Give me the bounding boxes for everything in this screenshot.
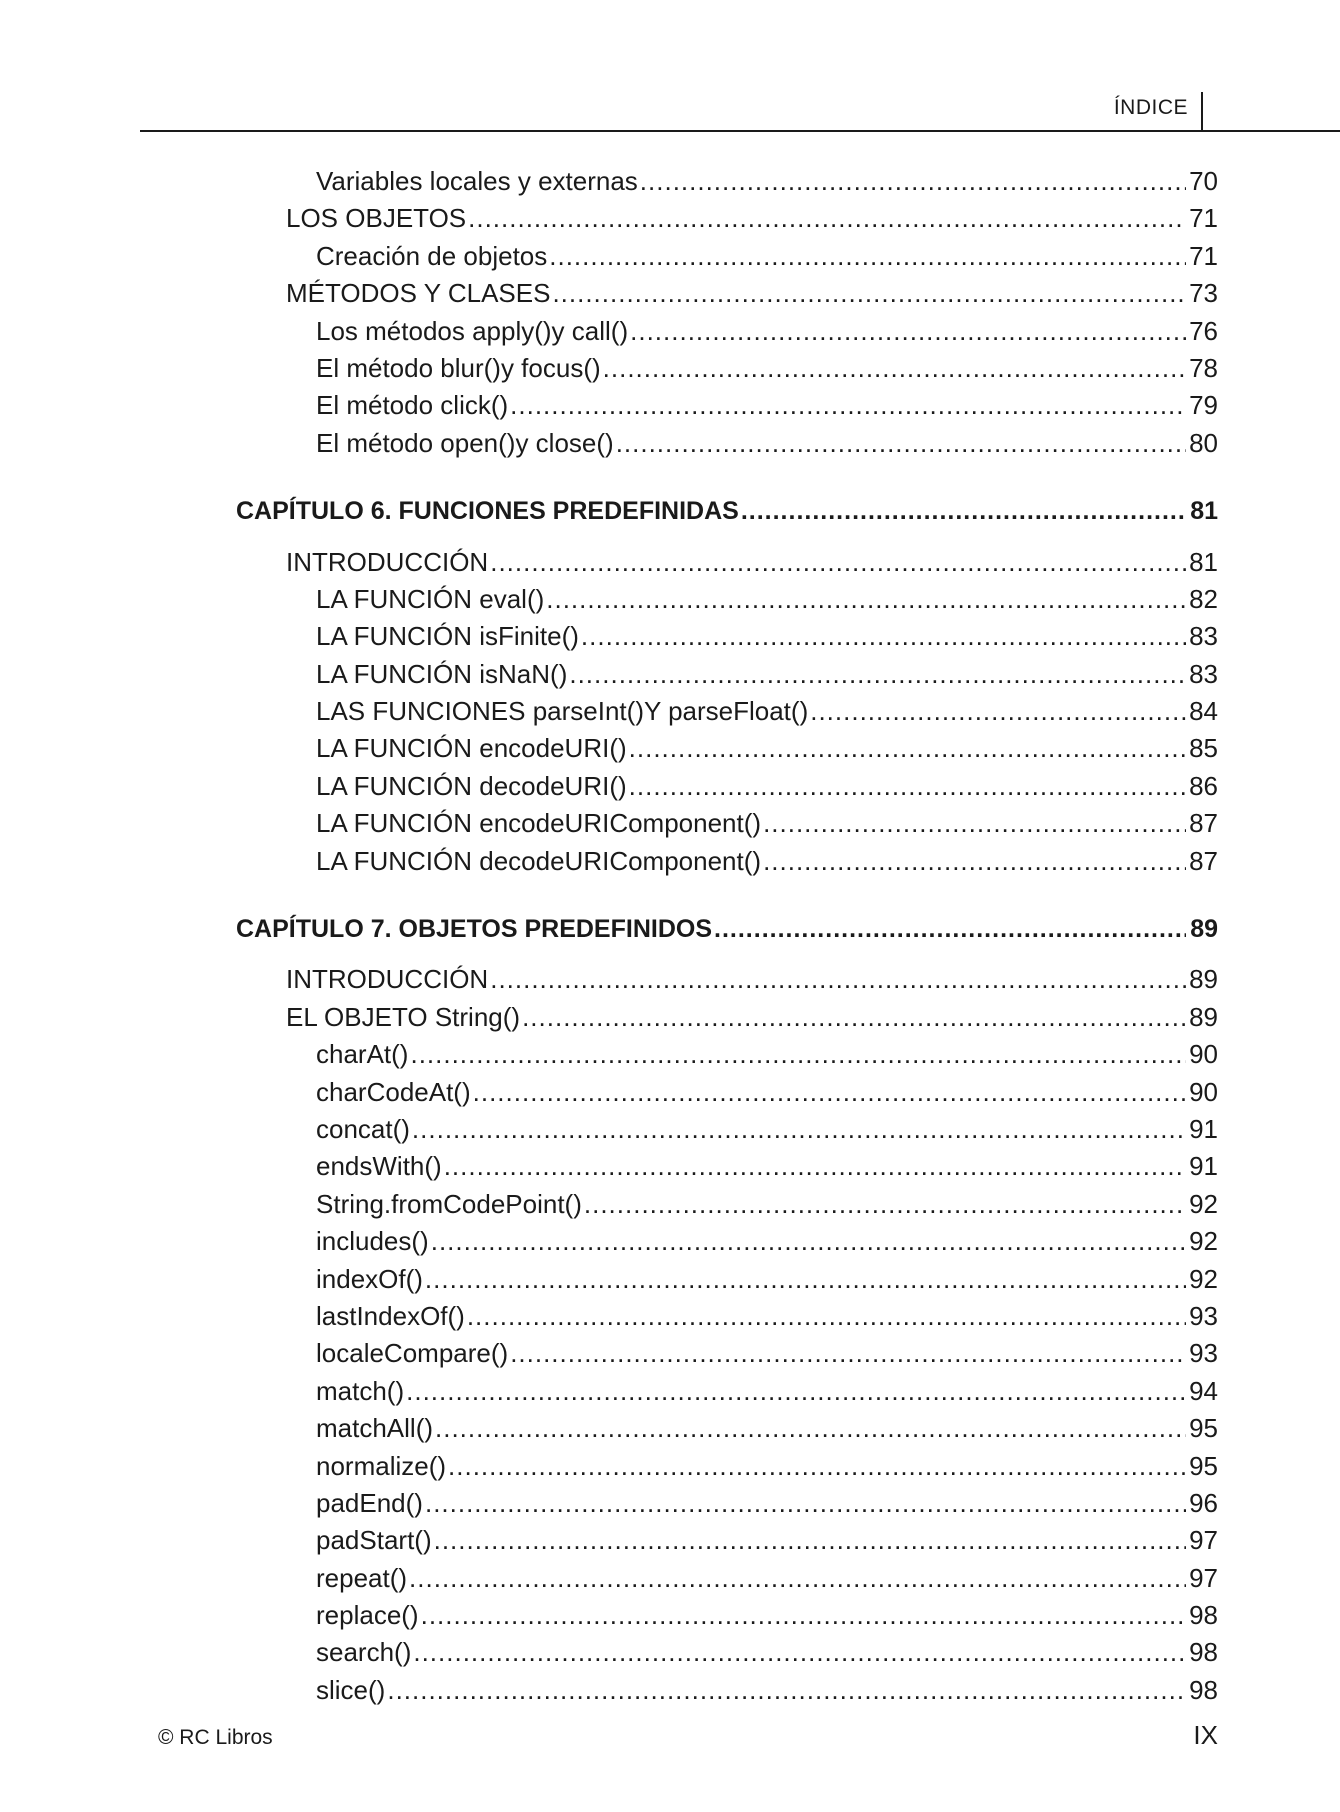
- toc-dot-leader: [425, 1261, 1186, 1298]
- toc-entry[interactable]: [0, 768, 1218, 805]
- toc-entry-title: search(): [316, 1637, 412, 1668]
- toc-dot-leader: [741, 493, 1186, 530]
- toc-entry[interactable]: [0, 1186, 1218, 1223]
- toc-entry-title: match(): [316, 1375, 405, 1406]
- toc-entry[interactable]: [0, 730, 1218, 767]
- toc-entry-page: 89: [1189, 1001, 1218, 1032]
- toc-dot-leader: [434, 1522, 1186, 1559]
- toc-entry-title: padStart(): [316, 1525, 432, 1556]
- toc-dot-leader: [412, 1111, 1186, 1148]
- toc-entry-title: includes(): [316, 1226, 429, 1257]
- toc-entry-title: LA FUNCIÓN decodeURIComponent(): [316, 845, 762, 876]
- toc-dot-leader: [763, 805, 1186, 842]
- table-of-contents: [0, 163, 1340, 1709]
- toc-entry-title: localeCompare(): [316, 1338, 509, 1369]
- toc-entry[interactable]: [0, 387, 1218, 424]
- toc-entry-title: CAPÍTULO 6. FUNCIONES PREDEFINIDAS: [236, 497, 739, 526]
- toc-entry-title: Creación de objetos: [316, 240, 548, 271]
- toc-entry-title: El método open()y close(): [316, 427, 614, 458]
- toc-entry-title: LAS FUNCIONES parseInt()Y parseFloat(): [316, 696, 809, 727]
- toc-entry[interactable]: [0, 1373, 1218, 1410]
- toc-entry-page: 89: [1189, 964, 1218, 995]
- toc-entry-title: normalize(): [316, 1450, 447, 1481]
- toc-entry-page: 93: [1189, 1338, 1218, 1369]
- toc-entry[interactable]: [0, 618, 1218, 655]
- toc-dot-leader: [522, 999, 1186, 1036]
- toc-dot-leader: [448, 1448, 1186, 1485]
- toc-entry[interactable]: [0, 1410, 1218, 1447]
- toc-dot-leader: [810, 693, 1186, 730]
- toc-entry-page: 94: [1189, 1375, 1218, 1406]
- toc-entry[interactable]: [0, 1298, 1218, 1335]
- toc-dot-leader: [387, 1672, 1186, 1709]
- toc-entry-page: 81: [1189, 546, 1218, 577]
- toc-entry[interactable]: [0, 693, 1218, 730]
- toc-entry-page: 71: [1189, 240, 1218, 271]
- toc-entry-page: 91: [1189, 1113, 1218, 1144]
- toc-entry-page: 96: [1189, 1487, 1218, 1518]
- toc-dot-leader: [763, 843, 1186, 880]
- toc-entry-page: 85: [1189, 733, 1218, 764]
- toc-entry[interactable]: [0, 1148, 1218, 1185]
- toc-entry-page: 97: [1189, 1525, 1218, 1556]
- toc-dot-leader: [546, 581, 1186, 618]
- toc-entry[interactable]: [0, 1074, 1218, 1111]
- toc-entry[interactable]: [0, 1448, 1218, 1485]
- toc-entry[interactable]: [0, 275, 1218, 312]
- toc-chapter-entry[interactable]: [0, 911, 1218, 948]
- toc-entry-title: Variables locales y externas: [316, 166, 638, 196]
- toc-entry[interactable]: [0, 1111, 1218, 1148]
- toc-entry[interactable]: [0, 1634, 1218, 1671]
- toc-entry[interactable]: [0, 200, 1218, 237]
- toc-entry-title: indexOf(): [316, 1263, 423, 1294]
- toc-entry-page: 83: [1189, 658, 1218, 689]
- toc-dot-leader: [603, 350, 1186, 387]
- toc-chapter-entry[interactable]: [0, 493, 1218, 530]
- toc-entry-title: padEnd(): [316, 1487, 423, 1518]
- toc-entry[interactable]: [0, 1522, 1218, 1559]
- toc-entry[interactable]: [0, 843, 1218, 880]
- toc-entry-page: 91: [1189, 1151, 1218, 1182]
- toc-dot-leader: [581, 618, 1186, 655]
- toc-entry-page: 76: [1189, 315, 1218, 346]
- toc-entry[interactable]: [0, 313, 1218, 350]
- toc-entry-page: 90: [1189, 1076, 1218, 1107]
- toc-entry-title: LA FUNCIÓN isFinite(): [316, 621, 579, 652]
- toc-entry-title: replace(): [316, 1600, 419, 1631]
- toc-entry[interactable]: [0, 1672, 1218, 1709]
- toc-entry-page: 71: [1189, 203, 1218, 234]
- toc-dot-leader: [714, 911, 1186, 948]
- toc-entry-title: LA FUNCIÓN encodeURIComponent(): [316, 808, 762, 839]
- toc-entry-page: 92: [1189, 1226, 1218, 1257]
- toc-dot-leader: [444, 1148, 1186, 1185]
- toc-entry-page: 93: [1189, 1300, 1218, 1331]
- toc-entry[interactable]: [0, 1261, 1218, 1298]
- toc-entry[interactable]: [0, 544, 1218, 581]
- toc-dot-leader: [630, 313, 1186, 350]
- toc-entry-page: 79: [1189, 390, 1218, 421]
- toc-entry[interactable]: [0, 350, 1218, 387]
- toc-entry-page: 92: [1189, 1263, 1218, 1294]
- toc-dot-leader: [421, 1597, 1186, 1634]
- toc-entry[interactable]: [0, 581, 1218, 618]
- toc-dot-leader: [552, 275, 1186, 312]
- toc-dot-leader: [510, 1335, 1186, 1372]
- toc-entry-title: Los métodos apply()y call(): [316, 315, 629, 346]
- toc-entry-page: 81: [1190, 497, 1218, 526]
- toc-entry-page: 82: [1189, 583, 1218, 614]
- toc-dot-leader: [629, 730, 1186, 767]
- toc-entry-title: INTRODUCCIÓN: [286, 546, 489, 577]
- toc-entry-title: charCodeAt(): [316, 1076, 471, 1107]
- toc-dot-leader: [431, 1223, 1186, 1260]
- footer-page-number: IX: [1193, 1720, 1218, 1750]
- toc-entry[interactable]: [0, 1597, 1218, 1634]
- toc-entry-title: repeat(): [316, 1562, 408, 1593]
- toc-entry-title: String.fromCodePoint(): [316, 1188, 582, 1219]
- toc-entry-title: endsWith(): [316, 1151, 442, 1182]
- toc-entry-title: slice(): [316, 1674, 386, 1705]
- header-horizontal-rule: [140, 130, 1340, 132]
- toc-entry-title: charAt(): [316, 1039, 409, 1070]
- toc-entry-title: INTRODUCCIÓN: [286, 964, 489, 995]
- toc-entry-title: matchAll(): [316, 1413, 434, 1444]
- toc-entry-page: 95: [1189, 1413, 1218, 1444]
- toc-entry-title: LA FUNCIÓN isNaN(): [316, 658, 568, 689]
- toc-entry[interactable]: [0, 805, 1218, 842]
- toc-dot-leader: [490, 544, 1186, 581]
- toc-dot-leader: [510, 387, 1186, 424]
- toc-entry-page: 87: [1189, 845, 1218, 876]
- toc-dot-leader: [490, 961, 1186, 998]
- toc-entry-page: 92: [1189, 1188, 1218, 1219]
- toc-entry[interactable]: [0, 1335, 1218, 1372]
- toc-dot-leader: [629, 768, 1186, 805]
- toc-entry-page: 87: [1189, 808, 1218, 839]
- toc-entry[interactable]: [0, 425, 1218, 462]
- header-section-label: ÍNDICE: [1113, 96, 1188, 119]
- toc-entry-title: lastIndexOf(): [316, 1300, 465, 1331]
- toc-entry-title: LA FUNCIÓN encodeURI(): [316, 733, 627, 764]
- toc-dot-leader: [413, 1634, 1186, 1671]
- toc-entry-page: 86: [1189, 770, 1218, 801]
- toc-entry-title: MÉTODOS Y CLASES: [286, 278, 551, 309]
- toc-entry-page: 97: [1189, 1562, 1218, 1593]
- header-vertical-rule: [1201, 92, 1203, 130]
- toc-entry-title: El método blur()y focus(): [316, 352, 601, 383]
- toc-entry[interactable]: [0, 163, 1218, 200]
- toc-dot-leader: [549, 238, 1186, 275]
- toc-entry-page: 98: [1189, 1674, 1218, 1705]
- toc-entry-title: El método click(): [316, 390, 509, 421]
- toc-dot-leader: [409, 1560, 1186, 1597]
- toc-dot-leader: [410, 1036, 1186, 1073]
- toc-entry-title: LA FUNCIÓN decodeURI(): [316, 770, 627, 801]
- toc-entry-page: 95: [1189, 1450, 1218, 1481]
- toc-entry-page: 70: [1189, 166, 1218, 196]
- toc-dot-leader: [406, 1373, 1186, 1410]
- toc-entry[interactable]: [0, 1485, 1218, 1522]
- toc-entry-page: 80: [1189, 427, 1218, 458]
- toc-entry-page: 90: [1189, 1039, 1218, 1070]
- toc-dot-leader: [473, 1074, 1186, 1111]
- toc-dot-leader: [468, 200, 1186, 237]
- toc-dot-leader: [425, 1485, 1186, 1522]
- toc-entry[interactable]: [0, 1036, 1218, 1073]
- toc-dot-leader: [616, 425, 1186, 462]
- toc-entry-title: LA FUNCIÓN eval(): [316, 583, 545, 614]
- toc-entry[interactable]: [0, 656, 1218, 693]
- toc-entry-page: 84: [1189, 696, 1218, 727]
- toc-entry-page: 89: [1190, 915, 1218, 944]
- toc-dot-leader: [640, 163, 1186, 200]
- toc-entry[interactable]: [0, 238, 1218, 275]
- toc-entry-page: 98: [1189, 1637, 1218, 1668]
- toc-entry-title: concat(): [316, 1113, 410, 1144]
- toc-entry-page: 73: [1189, 278, 1218, 309]
- toc-dot-leader: [467, 1298, 1186, 1335]
- toc-dot-leader: [435, 1410, 1186, 1447]
- toc-entry[interactable]: [0, 1560, 1218, 1597]
- toc-entry[interactable]: [0, 1223, 1218, 1260]
- toc-entry-title: LOS OBJETOS: [286, 203, 467, 234]
- toc-entry-title: EL OBJETO String(): [286, 1001, 521, 1032]
- toc-dot-leader: [584, 1186, 1186, 1223]
- footer-copyright: © RC Libros: [158, 1726, 273, 1749]
- toc-entry-title: CAPÍTULO 7. OBJETOS PREDEFINIDOS: [236, 915, 713, 944]
- toc-dot-leader: [569, 656, 1186, 693]
- toc-entry[interactable]: [0, 961, 1218, 998]
- toc-entry[interactable]: [0, 999, 1218, 1036]
- toc-entry-page: 83: [1189, 621, 1218, 652]
- toc-entry-page: 98: [1189, 1600, 1218, 1631]
- toc-entry-page: 78: [1189, 352, 1218, 383]
